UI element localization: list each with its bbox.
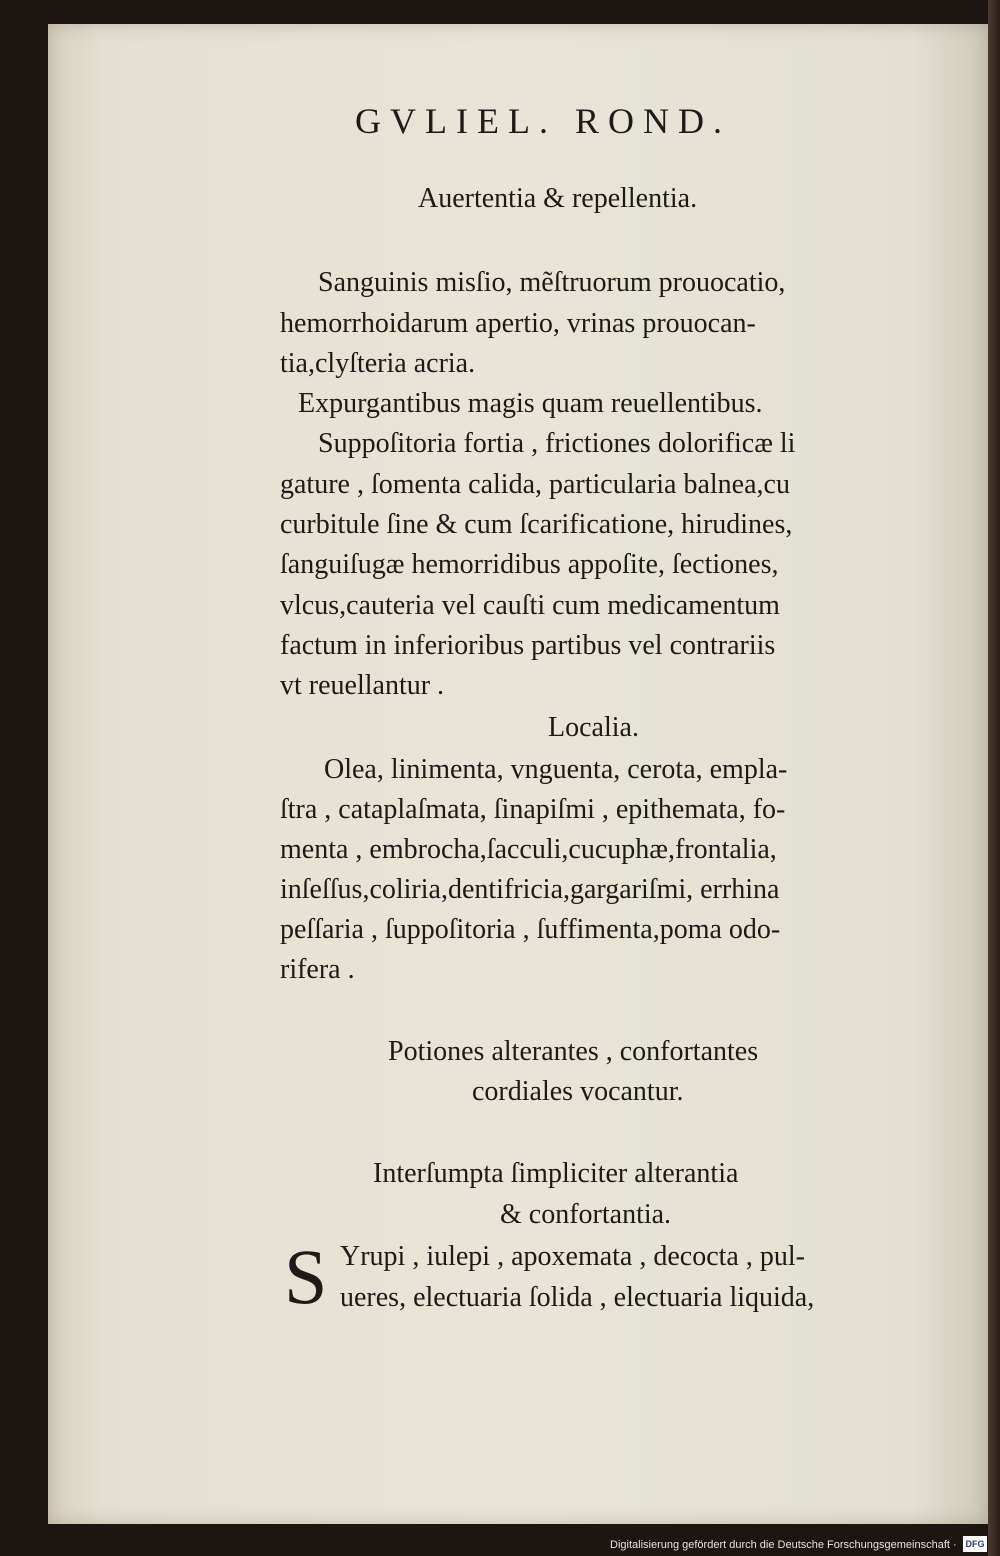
text-line: inſeſſus,coliria,dentifricia,gargariſmi, errhina	[280, 874, 780, 905]
section-title-intersumpta: Interſumpta ſimpliciter alterantia	[373, 1158, 739, 1189]
text-line: ſtra , cataplaſmata, ſinapiſmi , epithemata, fo-	[280, 794, 786, 825]
text-line: Sanguinis misſio, mẽſtruorum prouocatio,	[318, 267, 786, 298]
text-line: Olea, linimenta, vnguenta, cerota, empla-	[324, 754, 788, 785]
text-line: vt reuellantur .	[280, 670, 445, 701]
drop-cap-letter: S	[284, 1233, 328, 1320]
text-line: factum in inferioribus partibus vel contrariis	[280, 630, 776, 661]
text-line: curbitule ſine & cum ſcarificatione, hirudines,	[280, 509, 793, 540]
book-edge	[988, 0, 1000, 1556]
section-title-potiones-line2: cordiales vocantur.	[472, 1076, 684, 1107]
digitization-credit: Digitalisierung gefördert durch die Deutsche Forschungsgemeinschaft ·	[610, 1539, 957, 1551]
text-line: hemorrhoidarum apertio, vrinas prouocan-	[280, 308, 756, 339]
text-line: ueres, electuaria ſolida , electuaria liquida,	[340, 1282, 815, 1313]
section-title-intersumpta-line2: & confortantia.	[500, 1199, 672, 1230]
text-line: ſanguiſugæ hemorridibus appoſite, ſectiones,	[280, 549, 779, 580]
running-header: GVLIEL. ROND.	[355, 101, 731, 141]
section-title-localia: Localia.	[548, 712, 639, 743]
section-title-potiones: Potiones alterantes , confortantes	[388, 1036, 759, 1067]
text-line: Expurgantibus magis quam reuellentibus.	[298, 388, 763, 419]
text-line: Yrupi , iulepi , apoxemata , decocta , pul-	[340, 1241, 805, 1272]
text-line: gature , ſomenta calida, particularia balnea,cu	[280, 469, 790, 500]
text-line: vlcus,cauteria vel cauſti cum medicamentum	[280, 590, 780, 621]
text-line: rifera .	[280, 954, 355, 985]
text-line: peſſaria , ſuppoſitoria , ſuffimenta,poma odo-	[280, 914, 781, 945]
section-title-auertentia: Auertentia & repellentia.	[418, 183, 698, 214]
dfg-logo: DFG	[963, 1536, 987, 1552]
text-line: Suppoſitoria fortia , frictiones dolorificæ li	[318, 428, 796, 459]
text-line: menta , embrocha,ſacculi,cucuphæ,frontalia,	[280, 834, 777, 865]
text-line: tia,clyſteria acria.	[280, 348, 476, 379]
